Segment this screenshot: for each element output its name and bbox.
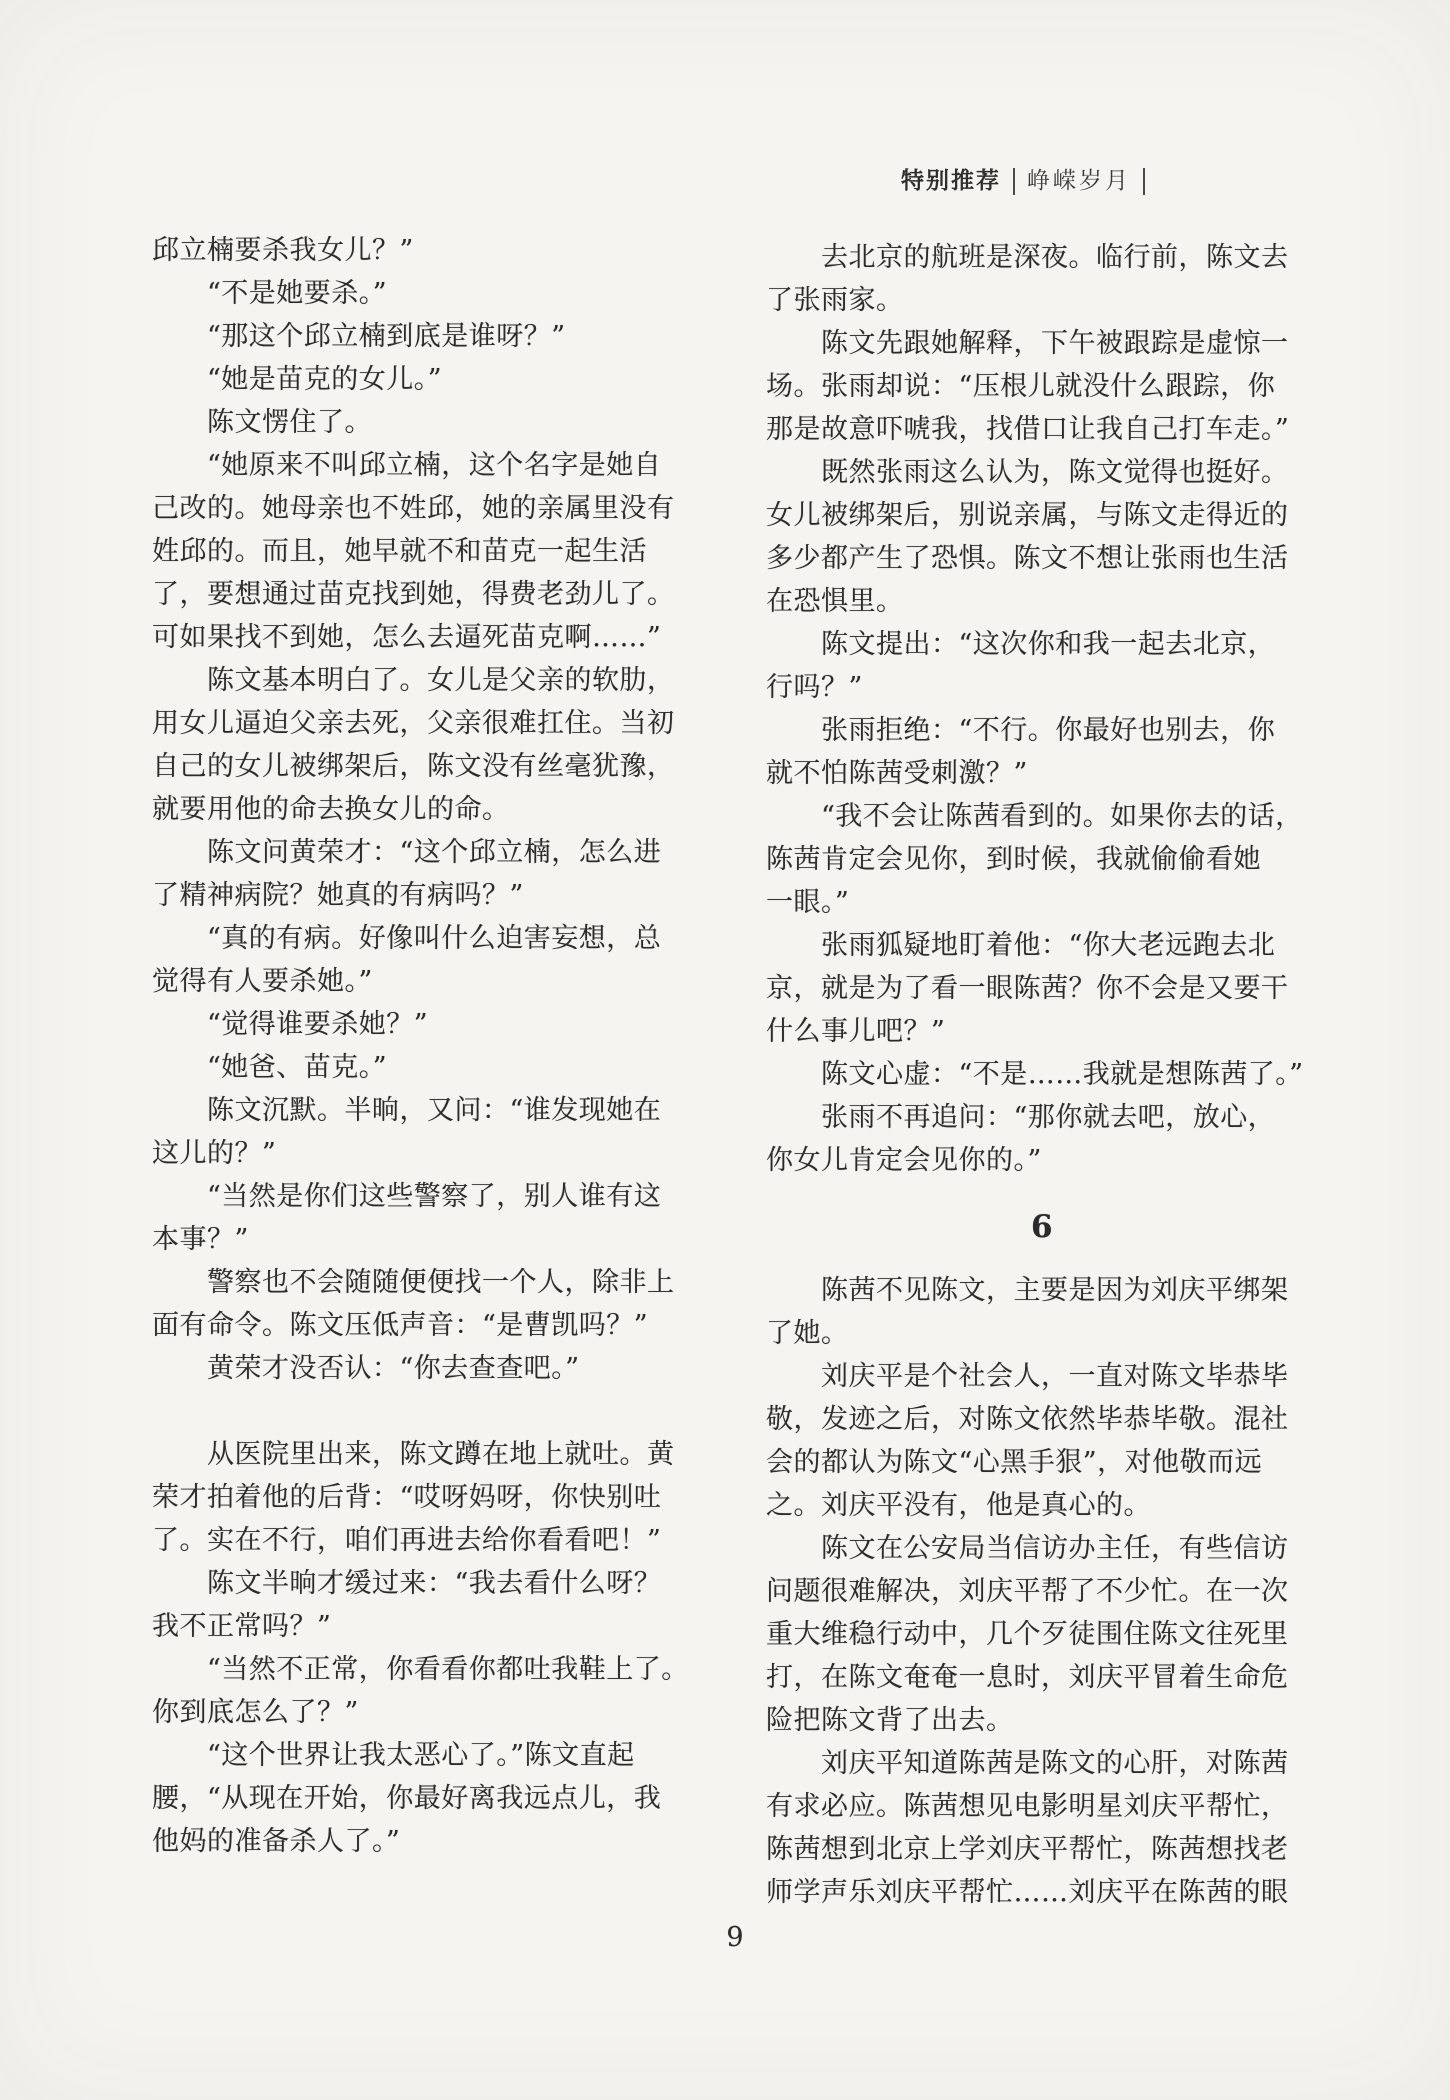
text-line: “觉得谁要杀她？” xyxy=(207,1009,429,1040)
page-number: 9 xyxy=(726,1922,744,1953)
text-line: 问题很难解决，刘庆平帮了不少忙。在一次 xyxy=(766,1576,1289,1607)
text-line: “真的有病。好像叫什么迫害妄想，总 xyxy=(207,923,662,954)
text-line: 觉得有人要杀她。” xyxy=(152,966,373,997)
page-header xyxy=(901,166,1145,196)
text-line: 你女儿肯定会见你的。” xyxy=(766,1145,1042,1176)
text-line: 我不正常吗？” xyxy=(152,1611,332,1642)
text-line: 黄荣才没否认：“你去查查吧。” xyxy=(207,1353,580,1384)
text-line: 陈茜想到北京上学刘庆平帮忙，陈茜想找老 xyxy=(766,1834,1289,1865)
header-section-label: 特别推荐 xyxy=(901,167,1001,194)
text-line: “她原来不叫邱立楠，这个名字是她自 xyxy=(207,450,662,481)
text-line: 张雨拒绝：“不行。你最好也别去，你 xyxy=(821,715,1276,746)
text-line: 了她。 xyxy=(766,1318,849,1349)
text-line: 就要用他的命去换女儿的命。 xyxy=(152,794,510,825)
text-line: 面有命令。陈文压低声音：“是曹凯吗？” xyxy=(152,1310,649,1341)
text-line: 这儿的？” xyxy=(152,1138,277,1169)
text-line: 什么事儿吧？” xyxy=(766,1016,946,1047)
text-line: 张雨狐疑地盯着他：“你大老远跑去北 xyxy=(821,930,1276,961)
text-line: 自己的女儿被绑架后，陈文没有丝毫犹豫， xyxy=(152,751,675,782)
text-line: 陈文问黄荣才：“这个邱立楠，怎么进 xyxy=(207,837,662,868)
text-column-right xyxy=(766,236,1318,1914)
text-line: 那是故意吓唬我，找借口让我自己打车走。” xyxy=(766,414,1290,445)
text-line: 陈文沉默。半晌，又问：“谁发现她在 xyxy=(207,1095,662,1126)
text-line: 了，要想通过苗克找到她，得费老劲儿了。 xyxy=(152,579,675,610)
text-line: 去北京的航班是深夜。临行前，陈文去 xyxy=(821,242,1289,273)
text-line: 邱立楠要杀我女儿？” xyxy=(152,235,414,266)
text-line: 行吗？” xyxy=(766,672,863,703)
text-line: “那这个邱立楠到底是谁呀？” xyxy=(207,321,566,352)
text-line: 荣才拍着他的后背：“哎呀妈呀，你快别吐 xyxy=(152,1482,662,1513)
text-line: 本事？” xyxy=(152,1224,249,1255)
text-line: 从医院里出来，陈文蹲在地上就吐。黄 xyxy=(207,1439,675,1470)
text-line: 陈文半晌才缓过来：“我去看什么呀？ xyxy=(207,1568,662,1599)
text-line: 了张雨家。 xyxy=(766,285,904,316)
text-line: 京，就是为了看一眼陈茜？你不会是又要干 xyxy=(766,973,1289,1004)
text-line: “当然是你们这些警察了，别人谁有这 xyxy=(207,1181,662,1212)
text-line: “她是苗克的女儿。” xyxy=(207,364,443,395)
text-line: 陈茜不见陈文，主要是因为刘庆平绑架 xyxy=(821,1275,1289,1306)
text-line: 多少都产生了恐惧。陈文不想让张雨也生活 xyxy=(766,543,1289,574)
text-block-lower xyxy=(766,1269,1318,1914)
text-line: 重大维稳行动中，几个歹徒围住陈文往死里 xyxy=(766,1619,1289,1650)
text-line: 打，在陈文奄奄一息时，刘庆平冒着生命危 xyxy=(766,1662,1289,1693)
text-line: 你到底怎么了？” xyxy=(152,1697,359,1728)
text-line: 腰，“从现在开始，你最好离我远点儿，我 xyxy=(152,1783,662,1814)
text-line: 他妈的准备杀人了。” xyxy=(152,1826,401,1857)
text-line: 在恐惧里。 xyxy=(766,586,904,617)
text-line: 了精神病院？她真的有病吗？” xyxy=(152,880,524,911)
text-line: “她爸、苗克。” xyxy=(207,1052,388,1083)
header-divider-right xyxy=(1143,168,1145,195)
text-line: 陈文先跟她解释，下午被跟踪是虚惊一 xyxy=(821,328,1289,359)
text-line: 敬，发迹之后，对陈文依然毕恭毕敬。混社 xyxy=(766,1404,1289,1435)
text-line: 张雨不再追问：“那你就去吧，放心， xyxy=(821,1102,1276,1133)
text-line: 刘庆平知道陈茜是陈文的心肝，对陈茜 xyxy=(821,1748,1289,1779)
text-line: “不是她要杀。” xyxy=(207,278,388,309)
text-line: 可如果找不到她，怎么去逼死苗克啊……” xyxy=(152,622,662,653)
text-line: 既然张雨这么认为，陈文觉得也挺好。 xyxy=(821,457,1289,488)
header-column-title: 峥嵘岁月 xyxy=(1027,168,1131,194)
text-line: 之。刘庆平没有，他是真心的。 xyxy=(766,1490,1151,1521)
text-line: 有求必应。陈茜想见电影明星刘庆平帮忙， xyxy=(766,1791,1289,1822)
text-line: 会的都认为陈文“心黑手狠”，对他敬而远 xyxy=(766,1447,1263,1478)
text-line: 陈文基本明白了。女儿是父亲的软肋， xyxy=(207,665,675,696)
text-line: 险把陈文背了出去。 xyxy=(766,1705,1014,1736)
text-block-upper xyxy=(766,236,1318,1182)
text-line: 陈文在公安局当信访办主任，有些信访 xyxy=(821,1533,1289,1564)
text-line: 就不怕陈茜受刺激？” xyxy=(766,758,1028,789)
text-line: 己改的。她母亲也不姓邱，她的亲属里没有 xyxy=(152,493,675,524)
text-line: 陈茜肯定会见你，到时候，我就偷偷看她 xyxy=(766,844,1261,875)
text-line: 了。实在不行，咱们再进去给你看看吧！” xyxy=(152,1525,662,1556)
text-line: 用女儿逼迫父亲去死，父亲很难扛住。当初 xyxy=(152,708,675,739)
text-line: 陈文提出：“这次你和我一起去北京， xyxy=(821,629,1276,660)
text-line: 陈文愣住了。 xyxy=(207,407,372,438)
text-line: 警察也不会随随便便找一个人，除非上 xyxy=(207,1267,675,1298)
text-line: “当然不正常，你看看你都吐我鞋上了。 xyxy=(207,1654,689,1685)
text-line: 刘庆平是个社会人，一直对陈文毕恭毕 xyxy=(821,1361,1289,1392)
text-line: 师学声乐刘庆平帮忙……刘庆平在陈茜的眼 xyxy=(766,1877,1289,1908)
text-line: “这个世界让我太恶心了。”陈文直起 xyxy=(207,1740,635,1771)
text-line: 一眼。” xyxy=(766,887,850,918)
text-line: 姓邱的。而且，她早就不和苗克一起生活 xyxy=(152,536,647,567)
header-divider-left xyxy=(1013,168,1015,195)
text-line: 场。张雨却说：“压根儿就没什么跟踪，你 xyxy=(766,371,1276,402)
text-column-left xyxy=(152,229,704,1863)
text-line: 女儿被绑架后，别说亲属，与陈文走得近的 xyxy=(766,500,1289,531)
text-line: 陈文心虚：“不是……我就是想陈茜了。” xyxy=(821,1059,1304,1090)
text-line: “我不会让陈茜看到的。如果你去的话， xyxy=(821,801,1303,832)
section-number-heading: 6 xyxy=(1030,1209,1054,1245)
